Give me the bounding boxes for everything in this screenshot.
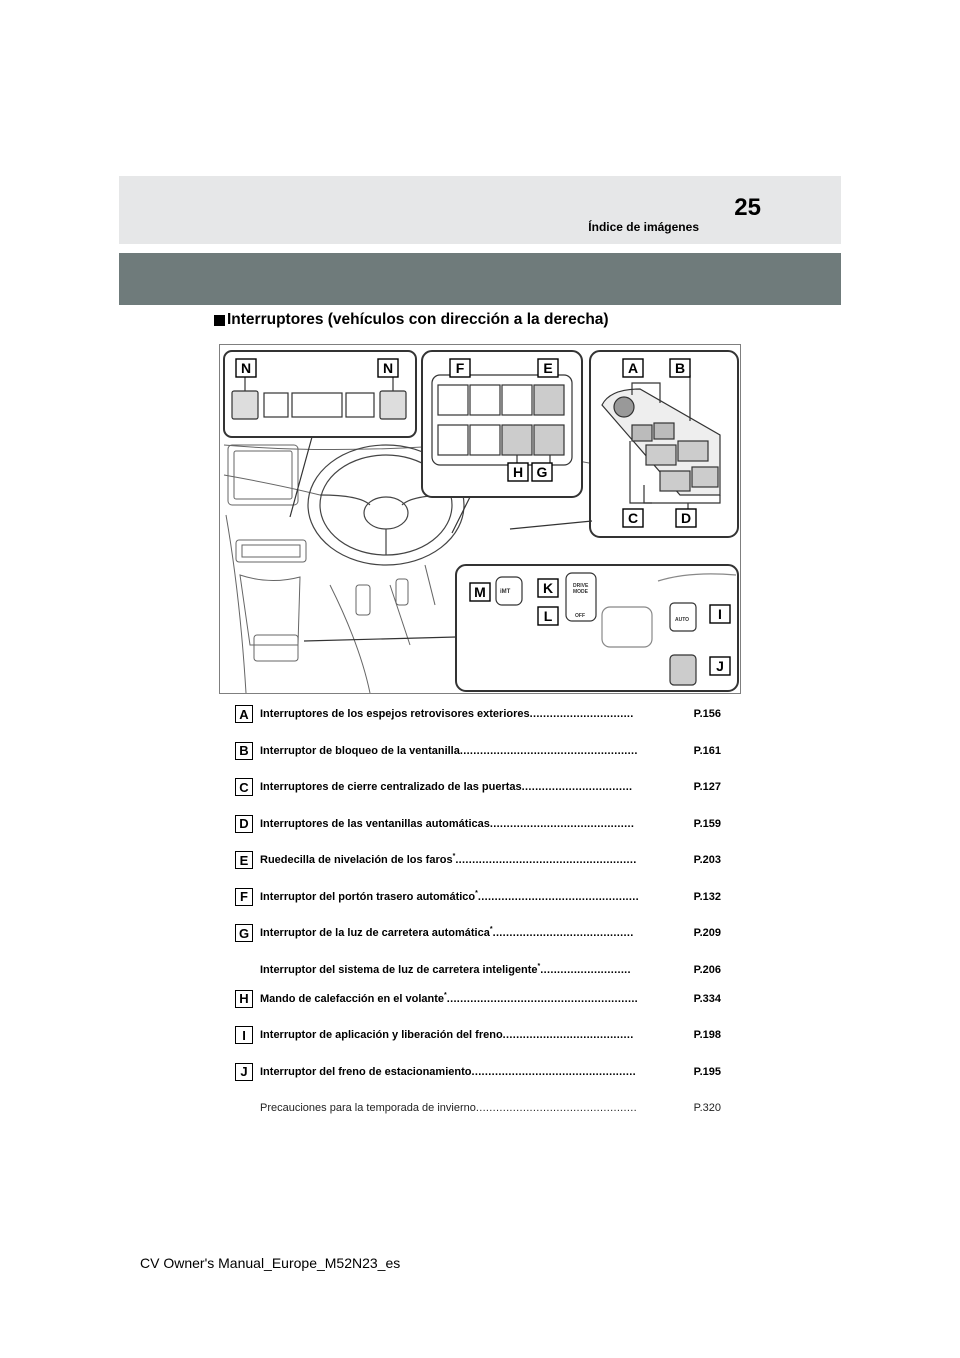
entry-dots: ................................................ xyxy=(477,890,639,903)
entry-page-ref[interactable]: P.198 xyxy=(693,1029,721,1041)
entry-text xyxy=(260,1064,471,1080)
entry-label: Mando de calefacción en el volante xyxy=(260,992,444,1005)
callout-d: D xyxy=(680,510,692,526)
callout-j: J xyxy=(716,658,724,674)
callout-n-right: N xyxy=(382,360,394,376)
entry-asterisk: * xyxy=(444,991,447,999)
callout-l: L xyxy=(543,608,553,624)
entry-line xyxy=(260,816,721,832)
entry-page-ref[interactable]: P.159 xyxy=(693,817,721,830)
entry-row xyxy=(235,925,721,962)
callout-i: I xyxy=(718,606,722,622)
entry-dots: .......................................... xyxy=(492,927,634,939)
entry-badge: F xyxy=(235,888,253,906)
entry-text xyxy=(260,743,460,759)
entry-page-ref[interactable]: P.320 xyxy=(693,1102,721,1114)
callout-c: C xyxy=(627,510,639,526)
entry-asterisk: * xyxy=(475,889,478,897)
entry-row xyxy=(235,1027,721,1064)
entry-row xyxy=(235,852,721,889)
entry-label: Interruptor de aplicación y liberación del freno xyxy=(260,1029,503,1041)
callout-m: M xyxy=(474,584,486,600)
callout-n-left: N xyxy=(240,360,252,376)
callout-a: A xyxy=(627,360,639,376)
entry-badge: A xyxy=(235,705,253,723)
dashboard-drawing xyxy=(220,345,741,694)
entry-text xyxy=(260,816,490,832)
entry-dots: ......................................................... xyxy=(446,992,639,1005)
entry-row xyxy=(235,962,721,991)
entry-line xyxy=(260,962,721,978)
entry-label: Ruedecilla de nivelación de los faros xyxy=(260,854,453,866)
entry-dots: ...................................................... xyxy=(455,854,637,866)
entry-label: Interruptores de las ventanillas automáticas xyxy=(260,817,490,830)
entry-badge: J xyxy=(235,1063,253,1081)
entry-row xyxy=(235,1064,721,1101)
entry-text xyxy=(260,962,540,978)
bullet-square-icon xyxy=(214,315,225,326)
entry-row xyxy=(235,816,721,853)
footer-text: CV Owner's Manual_Europe_M52N23_es xyxy=(140,1255,401,1271)
entry-line xyxy=(260,925,721,941)
callout-b: B xyxy=(674,360,686,376)
entry-dots: ....................................... xyxy=(502,1029,634,1041)
entry-asterisk: * xyxy=(452,853,456,860)
imt-label: iMT xyxy=(500,589,511,595)
entry-dots: ................................................ xyxy=(475,1102,637,1114)
entry-page-ref[interactable]: P.156 xyxy=(693,708,721,720)
entry-text xyxy=(260,852,455,868)
entry-line xyxy=(260,889,721,905)
entry-label: Interruptores de cierre centralizado de las puertas xyxy=(260,781,522,793)
entry-page-ref[interactable]: P.161 xyxy=(693,744,721,757)
entry-label: Precauciones para la temporada de invierno xyxy=(260,1102,476,1114)
entry-text xyxy=(260,991,447,1007)
entry-dots: ..................................................... xyxy=(459,744,638,757)
entry-page-ref[interactable]: P.127 xyxy=(693,781,721,793)
page-number: 25 xyxy=(734,194,761,221)
entry-row xyxy=(235,779,721,816)
inset-abcd-panel xyxy=(590,351,738,537)
auto-label: AUTO xyxy=(675,617,690,623)
callout-k: K xyxy=(542,580,554,596)
entry-text xyxy=(260,706,530,722)
entries-list xyxy=(235,706,721,1129)
callout-g: G xyxy=(536,464,548,480)
entry-badge: G xyxy=(235,924,253,942)
entry-text xyxy=(260,889,478,905)
header-dark-band xyxy=(119,253,841,305)
entry-row xyxy=(235,889,721,926)
entry-badge: H xyxy=(235,990,253,1008)
drive-mode-label-bottom: MODE xyxy=(573,589,588,595)
entry-badge: E xyxy=(235,851,253,869)
entry-text xyxy=(260,1100,476,1116)
entry-asterisk: * xyxy=(489,926,493,933)
entry-line xyxy=(260,1027,721,1043)
entry-page-ref[interactable]: P.195 xyxy=(693,1065,721,1078)
entry-page-ref[interactable]: P.334 xyxy=(693,992,721,1005)
section-title xyxy=(214,311,609,329)
entry-row xyxy=(235,1100,721,1129)
entry-text xyxy=(260,1027,503,1043)
entry-line xyxy=(260,1100,721,1116)
off-label: OFF xyxy=(575,613,585,619)
entry-label: Interruptor del freno de estacionamiento xyxy=(260,1065,472,1078)
entry-line xyxy=(260,852,721,868)
entry-page-ref[interactable]: P.206 xyxy=(693,963,721,976)
entry-dots: ........................... xyxy=(540,963,631,976)
entry-text xyxy=(260,925,493,941)
entry-line xyxy=(260,1064,721,1080)
entry-line xyxy=(260,991,721,1007)
entry-line xyxy=(260,743,721,759)
entry-dots: ............................... xyxy=(529,708,634,720)
entry-line xyxy=(260,779,721,795)
entry-row xyxy=(235,991,721,1028)
entry-row xyxy=(235,743,721,780)
switches-illustration xyxy=(219,344,741,694)
drive-mode-label-top: DRIVE xyxy=(573,583,589,589)
entry-dots: ........................................... xyxy=(489,817,635,830)
inset-mklij-panel xyxy=(456,565,738,691)
entry-label: Interruptor del sistema de luz de carretera inteligente xyxy=(260,963,538,976)
entry-line xyxy=(260,706,721,722)
entry-label: Interruptores de los espejos retrovisores exteriores xyxy=(260,708,530,720)
entry-label: Interruptor de la luz de carretera automática xyxy=(260,927,490,939)
callout-e: E xyxy=(543,360,553,376)
callout-f: F xyxy=(455,360,465,376)
entry-badge: C xyxy=(235,778,253,796)
entry-page-ref[interactable]: P.203 xyxy=(693,854,721,866)
entry-page-ref[interactable]: P.209 xyxy=(693,927,721,939)
entry-badge: B xyxy=(235,742,253,760)
entry-text xyxy=(260,779,522,795)
entry-asterisk: * xyxy=(537,962,541,970)
entry-row xyxy=(235,706,721,743)
section-name: Índice de imágenes xyxy=(588,220,699,234)
header-band xyxy=(119,176,841,244)
entry-label: Interruptor de bloqueo de la ventanilla xyxy=(260,744,460,757)
callout-h: H xyxy=(512,464,524,480)
entry-label: Interruptor del portón trasero automático xyxy=(260,890,476,903)
entry-dots: ................................. xyxy=(521,781,633,793)
entry-badge: I xyxy=(235,1026,253,1044)
entry-page-ref[interactable]: P.132 xyxy=(693,890,721,903)
section-title-text: Interruptores (vehículos con dirección a la derecha) xyxy=(227,311,609,328)
entry-dots: ................................................. xyxy=(471,1065,636,1078)
entry-badge: D xyxy=(235,815,253,833)
